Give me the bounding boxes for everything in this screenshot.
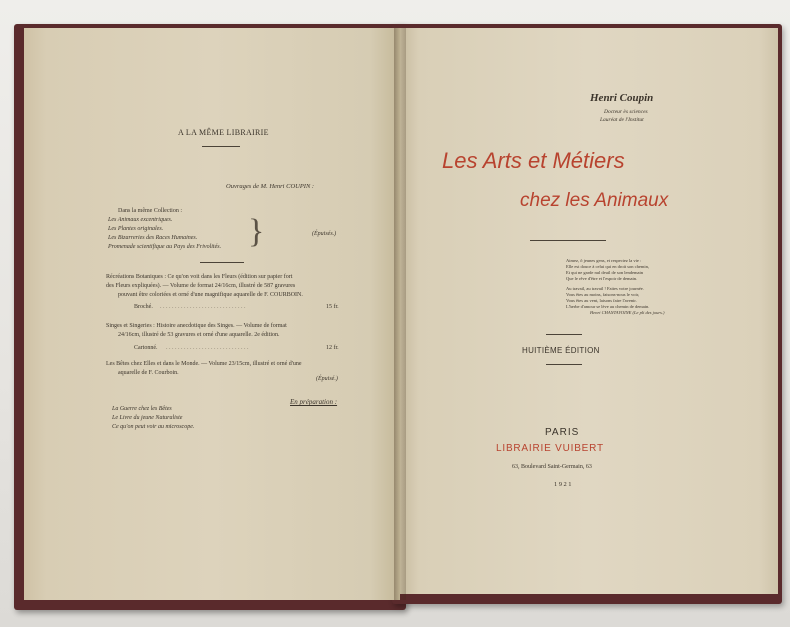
epigraph-line: Que le rêve d'être et l'espoir de demain. xyxy=(566,276,638,281)
book3-line: Les Bêtes chez Elles et dans le Monde. — Volume 23/15cm, illustré et orné d'une xyxy=(106,361,302,367)
book1-line: des Fleurs expliquées). — Volume de format 24/16cm, illustré de 587 gravures xyxy=(106,283,296,289)
epigraph-line: Vous êtes au moins, faisons-nous le voir, xyxy=(566,292,640,297)
edition-rule-bottom xyxy=(546,364,582,365)
in-preparation-item: La Guerre chez les Bêtes xyxy=(112,406,172,412)
author-title: Docteur ès sciences xyxy=(604,109,648,115)
book2-price: 12 fr. xyxy=(326,345,339,351)
epigraph-line: Vous êtes au vent, laisons faire l'avenir. xyxy=(566,298,637,303)
right-page xyxy=(400,28,778,594)
heading-rule xyxy=(202,146,240,147)
book2-line: 24/16cm, illustré de 53 gravures et orné d'une aquarelle. 2e édition. xyxy=(118,332,280,338)
book-title-line-2: chez les Animaux xyxy=(520,190,669,211)
left-page xyxy=(24,28,400,600)
book1-line: Récréations Botaniques : Ce qu'on voit dans les Fleurs (édition sur papier fort xyxy=(106,274,293,280)
book2-line: Singes et Singeries : Histoire anecdotique des Singes. — Volume de format xyxy=(106,323,287,329)
title-rule xyxy=(530,240,606,241)
left-page-heading: A LA MÊME LIBRAIRIE xyxy=(178,128,269,137)
in-preparation-item: Ce qu'on peut voir au microscope. xyxy=(112,424,195,430)
leader-dots: . . . . . . . . . . . . . . . . . . . . . . . . . . . . xyxy=(166,345,249,351)
section-rule xyxy=(200,262,244,263)
epigraph-line: Aimez, ô jeunes gens, et respectez la vie : xyxy=(566,258,642,263)
book1-price: 15 fr. xyxy=(326,304,339,310)
in-preparation-label: En préparation : xyxy=(290,398,338,406)
edition-rule-top xyxy=(546,334,582,335)
collection-item: Promenade scientifique au Pays des Frivolités. xyxy=(108,244,222,250)
book2-binding: Cartonné. xyxy=(134,345,158,351)
epigraph-line: Elle est douce à celui qui en droit son chemin, xyxy=(566,264,649,269)
author-name: Henri Coupin xyxy=(590,92,654,104)
epigraph-line: Et qui ne garde nul deuil de son lendemain xyxy=(566,270,643,275)
book3-line: aquarelle de F. Courboin. xyxy=(118,370,179,376)
author-title: Lauréat de l'Institut xyxy=(600,117,644,123)
brace-glyph: } xyxy=(248,213,265,250)
author-line: Ouvrages de M. Henri COUPIN : xyxy=(226,183,315,190)
publisher-name: LIBRAIRIE VUIBERT xyxy=(496,443,604,454)
book-gutter xyxy=(394,28,406,600)
book1-binding: Broché. xyxy=(134,304,153,310)
publication-year: 1921 xyxy=(554,481,573,488)
collection-item: Les Animaux excentriques. xyxy=(108,217,173,223)
in-preparation-item: Le Livre du jeune Naturaliste xyxy=(112,415,183,421)
book1-line: pouvant être coloriées et orné d'une magnifique aquarelle de F. COURBOIN. xyxy=(118,292,303,298)
book-title-line-1: Les Arts et Métiers xyxy=(442,148,625,173)
collection-item: Les Plantes originales. xyxy=(108,226,164,232)
collection-status: (Épuisés.) xyxy=(312,231,337,237)
publisher-city: PARIS xyxy=(545,427,580,438)
epigraph-line: Au travail, au travail ! Faites votre journée. xyxy=(566,286,644,291)
book3-status: (Épuisé.) xyxy=(316,376,338,382)
collection-item: Les Bizarreries des Races Humaines. xyxy=(108,235,198,241)
leader-dots: . . . . . . . . . . . . . . . . . . . . . . . . . . . . . xyxy=(160,304,246,310)
epigraph-attribution: Henri CHANTAVOINE (Le pli des jours.) xyxy=(590,310,665,315)
epigraph-line: L'herbe d'amour se lève au chemin de demain. xyxy=(566,304,650,309)
edition-label: HUITIÈME ÉDITION xyxy=(522,346,600,355)
publisher-address: 63, Boulevard Saint-Germain, 63 xyxy=(512,464,592,470)
collection-intro: Dans la même Collection : xyxy=(118,208,182,214)
